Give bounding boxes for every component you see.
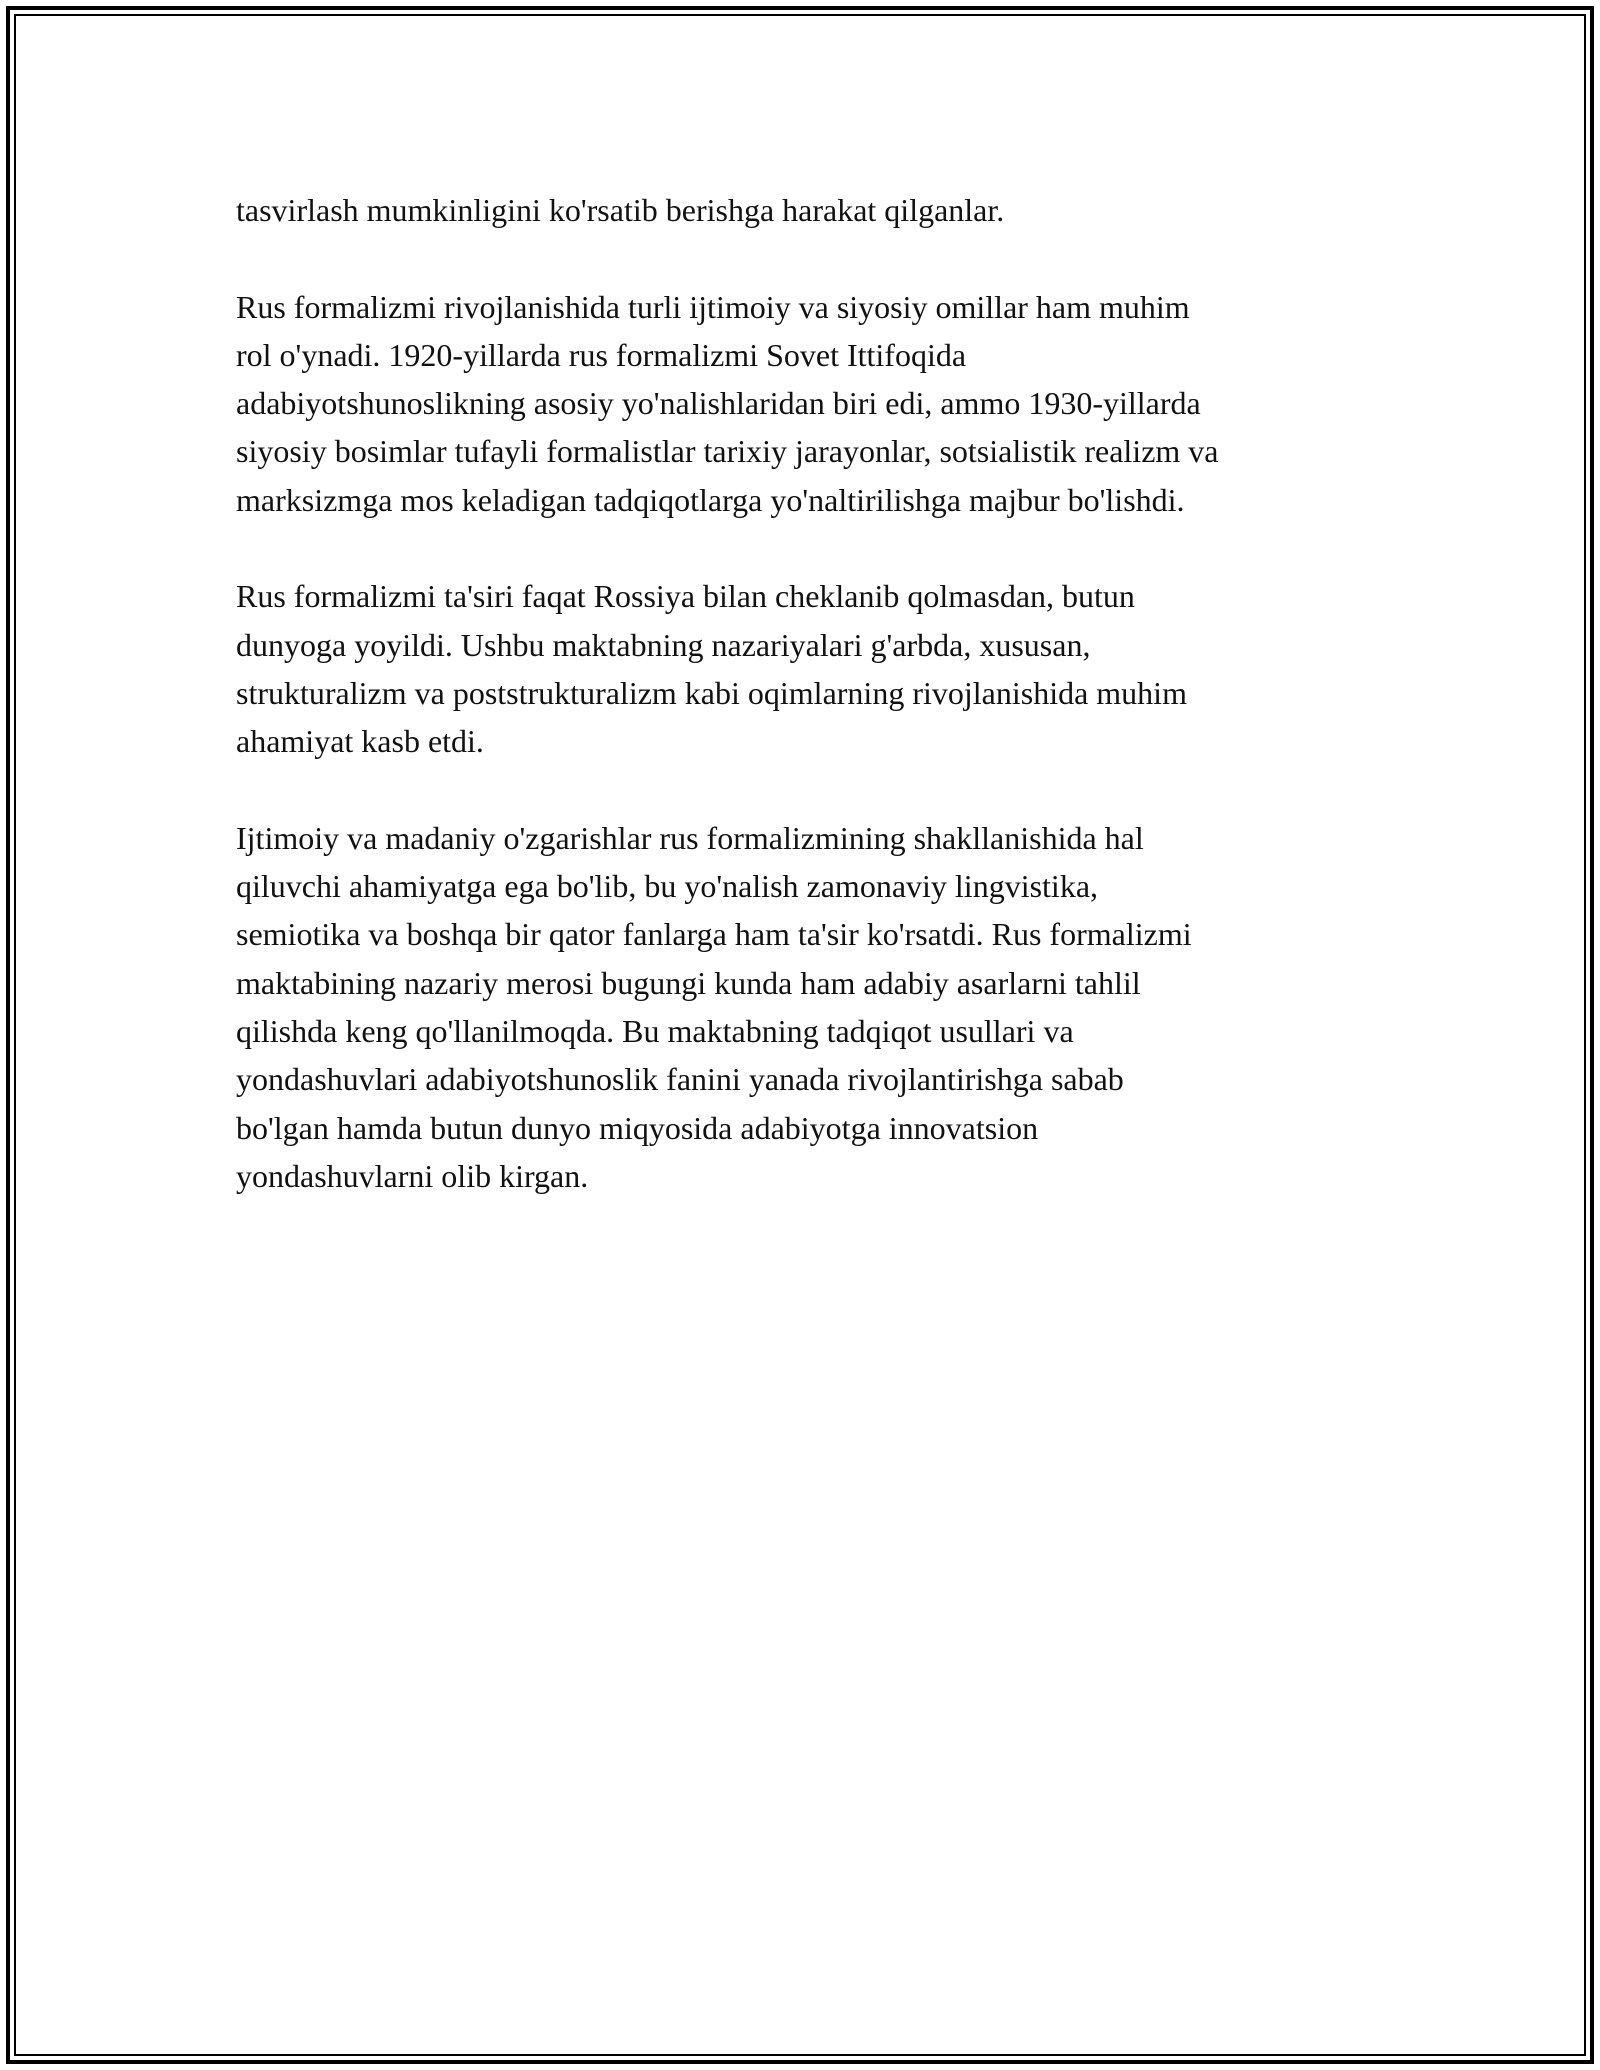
paragraph-2 <box>236 283 1396 524</box>
text-line: rol o'ynadi. 1920-yillarda rus formalizmi Sovet Ittifoqida <box>236 336 967 373</box>
text-line: semiotika va boshqa bir qator fanlarga ham ta'sir ko'rsatdi. Rus formalizmi <box>236 916 1192 953</box>
text-line: ahamiyat kasb etdi. <box>236 723 484 760</box>
text-line: qiluvchi ahamiyatga ega bo'lib, bu yo'nalish zamonaviy lingvistika, <box>236 868 1099 905</box>
text-line: yondashuvlari adabiyotshunoslik fanini yanada rivojlantirishga sabab <box>236 1061 1124 1098</box>
paragraph-4 <box>236 814 1396 1200</box>
text-line: dunyoga yoyildi. Ushbu maktabning nazariyalari g'arbda, xususan, <box>236 626 1091 663</box>
text-line: strukturalizm va poststrukturalizm kabi oqimlarning rivojlanishida muhim <box>236 674 1187 711</box>
text-line: maktabining nazariy merosi bugungi kunda ham adabiy asarlarni tahlil <box>236 964 1141 1001</box>
text-line: tasvirlash mumkinligini ko'rsatib berishga harakat qilganlar. <box>236 192 1005 228</box>
text-line: Ijtimoiy va madaniy o'zgarishlar rus formalizmining shakllanishida hal <box>236 819 1144 856</box>
paragraph-1 <box>236 186 1396 234</box>
text-line: adabiyotshunoslikning asosiy yo'nalishlaridan biri edi, ammo 1930-yillarda <box>236 385 1201 422</box>
text-line: Rus formalizmi rivojlanishida turli ijtimoiy va siyosiy omillar ham muhim <box>236 288 1190 325</box>
text-line: Rus formalizmi ta'siri faqat Rossiya bilan cheklanib qolmasdan, butun <box>236 578 1135 615</box>
text-line: marksizmga mos keladigan tadqiqotlarga yo'naltirilishga majbur bo'lishdi. <box>236 481 1185 518</box>
text-line: yondashuvlarni olib kirgan. <box>236 1157 589 1194</box>
document-body <box>236 186 1396 1249</box>
paragraph-3 <box>236 572 1396 765</box>
text-line: qilishda keng qo'llanilmoqda. Bu maktabning tadqiqot usullari va <box>236 1013 1074 1050</box>
text-line: bo'lgan hamda butun dunyo miqyosida adabiyotga innovatsion <box>236 1109 1039 1146</box>
text-line: siyosiy bosimlar tufayli formalistlar tarixiy jarayonlar, sotsialistik realizm va <box>236 433 1219 470</box>
